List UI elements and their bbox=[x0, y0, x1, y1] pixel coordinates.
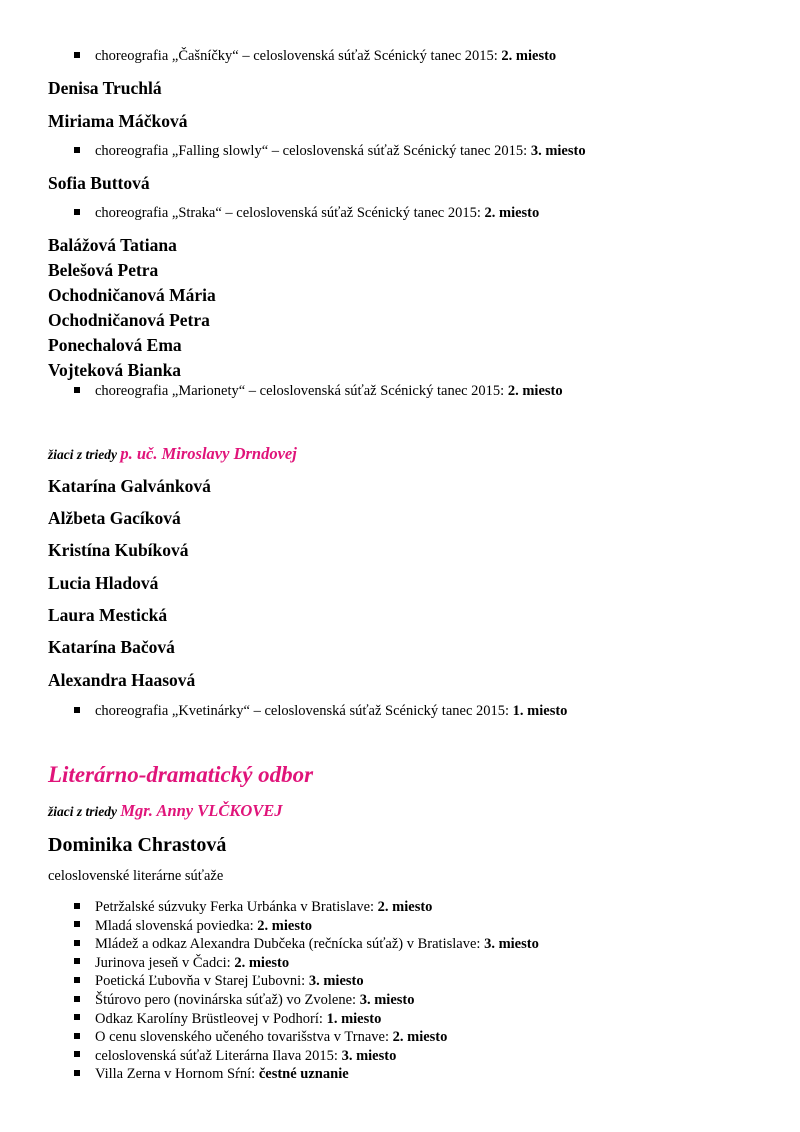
teacher-name: p. uč. Miroslavy Drndovej bbox=[120, 444, 297, 463]
bullet-icon bbox=[74, 52, 80, 58]
bullet-icon bbox=[74, 707, 80, 713]
bullet-icon bbox=[74, 1014, 80, 1020]
student-name: Lucia Hladová bbox=[48, 573, 159, 593]
award-list bbox=[74, 898, 539, 1084]
student-name: Balážová Tatiana bbox=[48, 235, 177, 255]
student-name: Sofia Buttová bbox=[48, 173, 150, 193]
student-name: Vojteková Bianka bbox=[48, 360, 182, 380]
student-name: Laura Mestická bbox=[48, 605, 168, 625]
list-item: Štúrovo pero (novinárska súťaž) vo Zvolene: 3. miesto bbox=[74, 991, 539, 1010]
student-name: Alžbeta Gacíková bbox=[48, 508, 181, 528]
bullet-icon bbox=[74, 958, 80, 964]
teacher-intro: žiaci z triedy Mgr. Anny VLČKOVEJ bbox=[48, 801, 283, 820]
bullet-icon bbox=[74, 1070, 80, 1076]
bullet-icon bbox=[74, 940, 80, 946]
list-item: Mladá slovenská poviedka: 2. miesto bbox=[74, 917, 539, 936]
student-name: Denisa Truchlá bbox=[48, 78, 162, 98]
list-item: Petržalské súzvuky Ferka Urbánka v Bratislave: 2. miesto bbox=[74, 898, 539, 917]
list-item: Poetická Ľubovňa v Starej Ľubovni: 3. miesto bbox=[74, 972, 539, 991]
student-name: Belešová Petra bbox=[48, 260, 159, 280]
bullet-icon bbox=[74, 209, 80, 215]
subtitle: celoslovenské literárne súťaže bbox=[48, 868, 224, 884]
student-name: Alexandra Haasová bbox=[48, 670, 196, 690]
award-item: choreografia „Straka“ – celoslovenská súťaž Scénický tanec 2015: 2. miesto bbox=[74, 205, 539, 222]
section-title: Literárno-dramatický odbor bbox=[48, 762, 314, 787]
list-item: Mládež a odkaz Alexandra Dubčeka (rečnícka súťaž) v Bratislave: 3. miesto bbox=[74, 935, 539, 954]
bullet-icon bbox=[74, 387, 80, 393]
student-name: Katarína Galvánková bbox=[48, 476, 211, 496]
bullet-icon bbox=[74, 1051, 80, 1057]
student-name: Miriama Máčková bbox=[48, 111, 188, 131]
student-name: Ochodničanová Mária bbox=[48, 285, 216, 305]
student-name: Katarína Bačová bbox=[48, 637, 175, 657]
teacher-intro: žiaci z triedy p. uč. Miroslavy Drndovej bbox=[48, 444, 297, 463]
award-item: choreografia „Falling slowly“ – celoslovenská súťaž Scénický tanec 2015: 3. miesto bbox=[74, 143, 586, 160]
list-item: celoslovenská súťaž Literárna Ilava 2015: 3. miesto bbox=[74, 1047, 539, 1066]
student-name: Ochodničanová Petra bbox=[48, 310, 210, 330]
list-item: O cenu slovenského učeného tovarišstva v Trnave: 2. miesto bbox=[74, 1028, 539, 1047]
student-name: Dominika Chrastová bbox=[48, 834, 227, 856]
list-item: Jurinova jeseň v Čadci: 2. miesto bbox=[74, 954, 539, 973]
list-item: Odkaz Karolíny Brüstleovej v Podhorí: 1. miesto bbox=[74, 1010, 539, 1029]
bullet-icon bbox=[74, 921, 80, 927]
award-item: choreografia „Čašníčky“ – celoslovenská súťaž Scénický tanec 2015: 2. miesto bbox=[74, 48, 556, 65]
award-item: choreografia „Kvetinárky“ – celoslovenská súťaž Scénický tanec 2015: 1. miesto bbox=[74, 703, 567, 720]
bullet-icon bbox=[74, 147, 80, 153]
student-name: Kristína Kubíková bbox=[48, 540, 189, 560]
bullet-icon bbox=[74, 1033, 80, 1039]
award-item: choreografia „Marionety“ – celoslovenská súťaž Scénický tanec 2015: 2. miesto bbox=[74, 383, 563, 400]
list-item: Villa Zerna v Hornom Sŕní: čestné uznanie bbox=[74, 1065, 539, 1084]
student-name: Ponechalová Ema bbox=[48, 335, 182, 355]
bullet-icon bbox=[74, 977, 80, 983]
bullet-icon bbox=[74, 903, 80, 909]
teacher-name: Mgr. Anny VLČKOVEJ bbox=[120, 801, 283, 820]
bullet-icon bbox=[74, 996, 80, 1002]
